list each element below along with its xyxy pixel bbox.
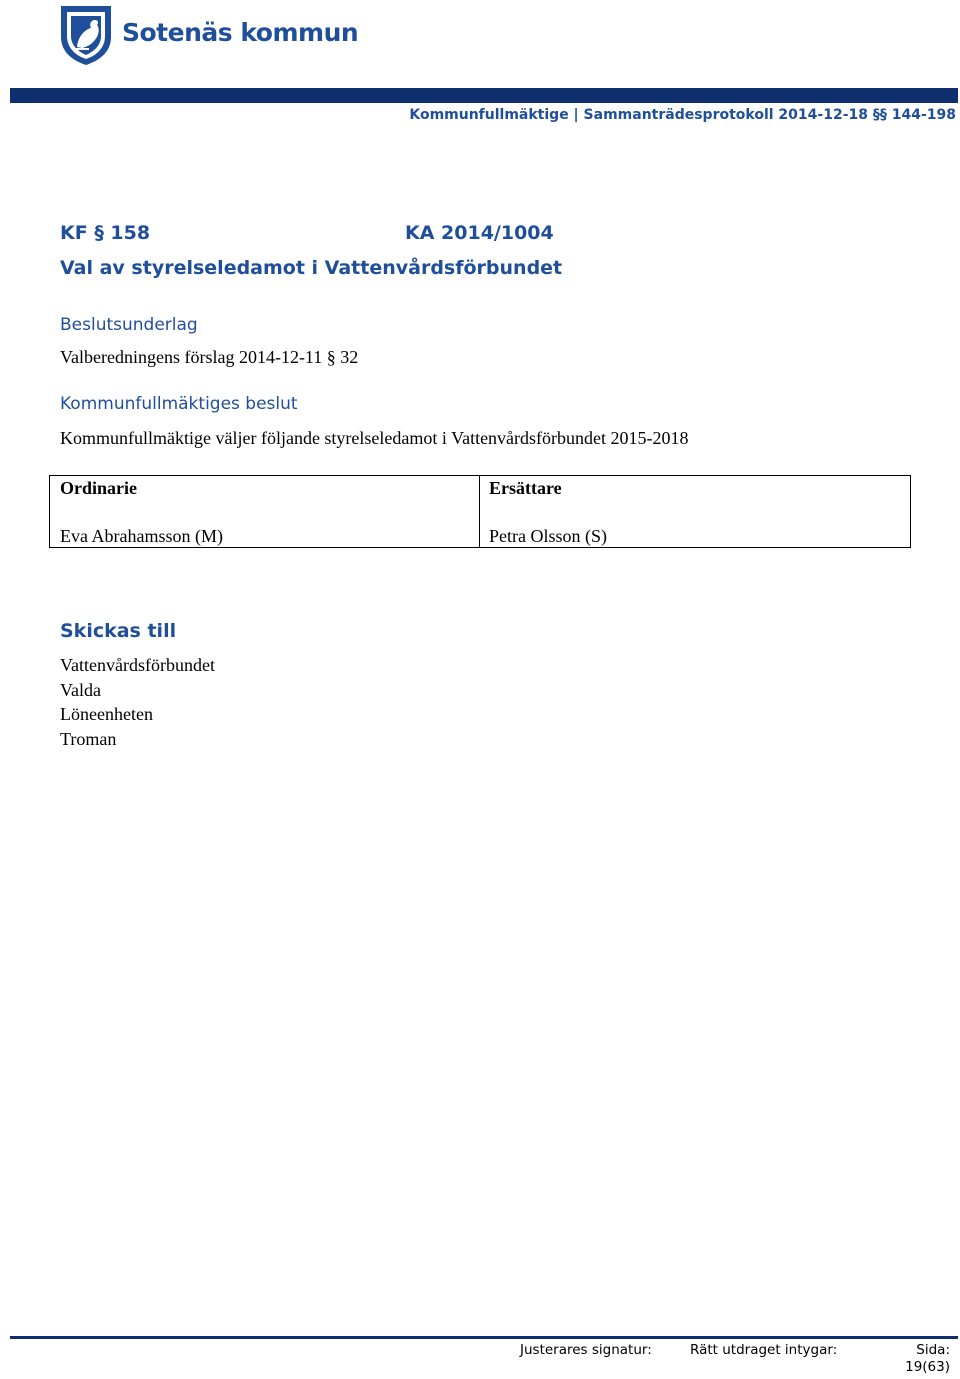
recipient-item: Vattenvårdsförbundet [60,655,215,675]
header-bar [10,88,958,103]
basis-text: Valberedningens förslag 2014-12-11 § 32 [60,347,359,367]
ordinary-column [50,476,480,547]
ordinary-member: Eva Abrahamsson (M) [60,526,223,546]
recipient-item: Troman [60,728,117,749]
footer-divider [10,1336,958,1339]
case-title: Val av styrelseledamot i Vattenvårdsförbundet [60,257,563,279]
send-to-heading: Skickas till [60,620,177,642]
page-number: 19(63) [905,1359,950,1375]
substitute-member: Petra Olsson (S) [489,526,607,546]
decision-text: Kommunfullmäktige väljer följande styrelseledamot i Vattenvårdsförbundet 2015-2018 [60,428,689,448]
diary-number: KA 2014/1004 [405,222,554,244]
running-header: Kommunfullmäktige | Sammanträdesprotokoll 2014-12-18 §§ 144-198 [409,107,956,123]
substitute-header: Ersättare [489,478,562,498]
members-table [49,475,911,548]
page-label: Sida: [916,1342,950,1358]
decision-heading: Kommunfullmäktiges beslut [60,394,298,414]
recipient-list [60,653,215,751]
recipient-item: Löneenheten [60,704,153,724]
logo-wordmark: Sotenäs kommun [122,17,359,47]
coat-of-arms-icon [58,3,114,67]
paragraph-number: KF § 158 [60,222,151,244]
substitute-column [480,476,910,547]
municipality-logo [58,3,358,67]
recipient-item: Valda [60,679,101,700]
attest-label: Rätt utdraget intygar: [690,1342,838,1358]
ordinary-header: Ordinarie [60,478,137,498]
signature-label: Justerares signatur: [520,1342,652,1358]
basis-heading: Beslutsunderlag [60,315,198,335]
